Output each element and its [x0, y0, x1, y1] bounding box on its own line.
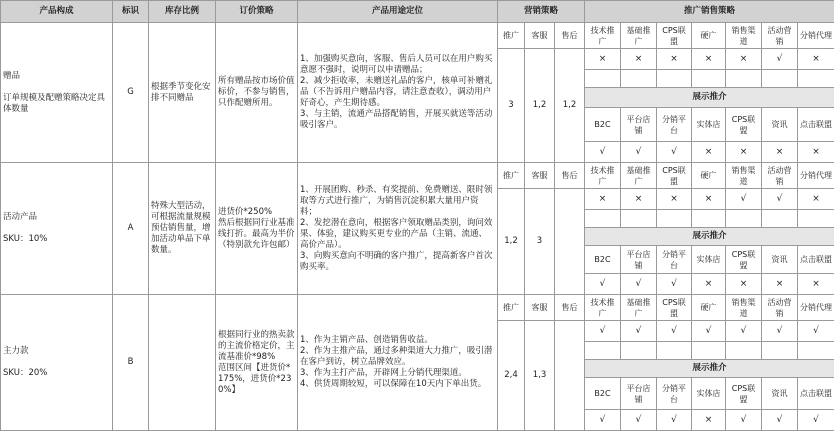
promo-channel-label: 销售渠道 [726, 23, 762, 49]
empty-cell [762, 342, 798, 360]
display-mark: × [762, 274, 798, 295]
display-channel-label: 点击联盟 [798, 246, 834, 274]
marketing-label: 推广 [498, 295, 525, 321]
empty-cell [657, 342, 692, 360]
marketing-label: 售后 [555, 23, 585, 49]
display-mark: √ [762, 410, 798, 431]
display-mark: √ [657, 142, 692, 163]
display-channel-label: CPS联盟 [726, 108, 762, 142]
empty-cell [692, 342, 726, 360]
empty-cell [798, 342, 834, 360]
marketing-value: 2,4 [498, 321, 525, 431]
display-mark: × [726, 142, 762, 163]
usage-cell: 1、作为主销产品、创造销售收益。 2、作为主推产品，通过多种渠道大力推广，吸引潜在客户到访，树立品牌效应。 3、作为主打产品，开辟网上分销代理渠道。 4、供货周期较短，可以保障在10天内下单出货。 [298, 295, 498, 431]
display-channel-label: B2C [585, 246, 621, 274]
promo-channel-label: CPS联盟 [657, 163, 692, 189]
display-mark: √ [621, 410, 657, 431]
empty-cell [762, 210, 798, 228]
header-usage: 产品用途定位 [298, 1, 498, 23]
promo-channel-label: 基础推广 [621, 295, 657, 321]
display-mark: √ [585, 274, 621, 295]
promo-channel-label: 基础推广 [621, 23, 657, 49]
empty-cell [798, 70, 834, 88]
display-channel-label: 平台店铺 [621, 108, 657, 142]
promo-mark: × [798, 189, 834, 210]
promo-mark: √ [726, 321, 762, 342]
promo-channel-label: 活动营销 [762, 23, 798, 49]
display-channel-label: 实体店 [692, 378, 726, 410]
marketing-value [555, 321, 585, 431]
promo-channel-label: 技术推广 [585, 295, 621, 321]
display-mark: √ [657, 274, 692, 295]
display-title: 展示推介 [585, 228, 834, 246]
promo-mark: × [621, 189, 657, 210]
promo-channel-label: 分销代理 [798, 163, 834, 189]
product-cell: 活动产品 SKU：10% [1, 163, 113, 295]
product-row [1, 163, 834, 189]
mark-cell: B [113, 295, 149, 431]
display-mark: √ [585, 410, 621, 431]
display-channel-label: CPS联盟 [726, 246, 762, 274]
display-mark: × [798, 142, 834, 163]
promo-channel-label: CPS联盟 [657, 295, 692, 321]
promo-channel-label: 硬广 [692, 23, 726, 49]
display-channel-label: 实体店 [692, 246, 726, 274]
display-channel-label: 分销平台 [657, 246, 692, 274]
usage-cell: 1、开展团购、秒杀、有奖提前、免费赠送、限时领取等方式进行推广，为销售沉淀积累大量用户资料； 2、发挖潜在意向，根据客户领取赠品类别，询问效果、体验，建议购买更专业的产品（主销、流通、高价产品）。 3、向购买意向不明确的客户推广，提高新客户首次购买率。 [298, 163, 498, 295]
product-cell: 赠品 订单规模及配赠策略决定具体数量 [1, 23, 113, 163]
promo-mark: √ [798, 321, 834, 342]
marketing-label: 推广 [498, 163, 525, 189]
empty-cell [726, 210, 762, 228]
marketing-label: 售后 [555, 295, 585, 321]
header-stock: 库存比例 [149, 1, 216, 23]
header-marketing: 营销策略 [498, 1, 585, 23]
marketing-label: 推广 [498, 23, 525, 49]
marketing-value: 1,3 [525, 321, 555, 431]
promo-channel-label: 技术推广 [585, 163, 621, 189]
stock-cell: 根据季节变化安排不同赠品 [149, 23, 216, 163]
empty-cell [621, 210, 657, 228]
promo-mark: √ [762, 189, 798, 210]
display-mark: √ [585, 142, 621, 163]
display-channel-label: 平台店铺 [621, 246, 657, 274]
display-mark: × [762, 142, 798, 163]
display-mark: × [798, 274, 834, 295]
display-channel-label: 点击联盟 [798, 108, 834, 142]
display-mark: √ [798, 410, 834, 431]
display-mark: × [692, 142, 726, 163]
empty-cell [798, 210, 834, 228]
product-row [1, 23, 834, 49]
promo-mark: × [692, 49, 726, 70]
display-mark: √ [657, 410, 692, 431]
empty-cell [585, 210, 621, 228]
promo-mark: × [798, 49, 834, 70]
display-channel-label: 资讯 [762, 246, 798, 274]
display-channel-label: B2C [585, 378, 621, 410]
empty-cell [692, 210, 726, 228]
display-channel-label: 分销平台 [657, 108, 692, 142]
display-channel-label: 点击联盟 [798, 378, 834, 410]
empty-cell [762, 70, 798, 88]
header-mark: 标识 [113, 1, 149, 23]
product-row [1, 295, 834, 321]
empty-cell [657, 70, 692, 88]
usage-cell: 1、加强购买意向，客服、售后人员可以在用户购买意愿不强时，说明可以申请赠品； 2、减少拒收率，未赠送礼品的客户，核单可补赠礼品（不告诉用户赠品内容，请注意查收），调动用户好奇心，产生期待感。 3、与主销，流通产品搭配销售，开展买就送等活动吸引客户。 [298, 23, 498, 163]
promo-channel-label: 销售渠道 [726, 163, 762, 189]
marketing-value: 3 [525, 189, 555, 295]
promo-channel-label: CPS联盟 [657, 23, 692, 49]
display-mark: √ [621, 274, 657, 295]
promo-mark: × [657, 189, 692, 210]
promo-mark: √ [762, 49, 798, 70]
product-cell: 主力款 SKU：20% [1, 295, 113, 431]
promo-mark: × [585, 49, 621, 70]
promo-mark: √ [621, 321, 657, 342]
empty-cell [657, 210, 692, 228]
promo-channel-label: 硬广 [692, 163, 726, 189]
header-product: 产品构成 [1, 1, 113, 23]
display-channel-label: 实体店 [692, 108, 726, 142]
empty-cell [621, 70, 657, 88]
promo-channel-label: 活动营销 [762, 295, 798, 321]
empty-cell [621, 342, 657, 360]
stock-cell [149, 295, 216, 431]
header-promotion: 推广销售策略 [585, 1, 834, 23]
empty-cell [726, 342, 762, 360]
display-mark: × [692, 410, 726, 431]
display-channel-label: B2C [585, 108, 621, 142]
marketing-value: 1,2 [498, 189, 525, 295]
promo-mark: × [726, 49, 762, 70]
promo-channel-label: 分销代理 [798, 295, 834, 321]
display-mark: × [692, 274, 726, 295]
empty-cell [585, 70, 621, 88]
promo-channel-label: 活动营销 [762, 163, 798, 189]
display-channel-label: 资讯 [762, 108, 798, 142]
display-mark: √ [726, 410, 762, 431]
display-title: 展示推介 [585, 88, 834, 108]
promo-channel-label: 销售渠道 [726, 295, 762, 321]
promo-mark: √ [657, 321, 692, 342]
marketing-value: 1,2 [525, 49, 555, 163]
promo-mark: √ [762, 321, 798, 342]
promo-mark: × [657, 49, 692, 70]
promo-mark: × [692, 189, 726, 210]
pricing-cell: 所有赠品按市场价值标价，不参与销售，只作配赠所用。 [216, 23, 298, 163]
header-pricing: 订价策略 [216, 1, 298, 23]
marketing-value: 1,2 [555, 49, 585, 163]
promo-mark: × [621, 49, 657, 70]
display-channel-label: 资讯 [762, 378, 798, 410]
display-channel-label: CPS联盟 [726, 378, 762, 410]
display-mark: √ [621, 142, 657, 163]
promo-channel-label: 硬广 [692, 295, 726, 321]
promo-channel-label: 分销代理 [798, 23, 834, 49]
promo-mark: √ [726, 189, 762, 210]
empty-cell [726, 70, 762, 88]
display-title: 展示推介 [585, 360, 834, 378]
display-channel-label: 平台店铺 [621, 378, 657, 410]
display-channel-label: 分销平台 [657, 378, 692, 410]
promo-channel-label: 技术推广 [585, 23, 621, 49]
pricing-cell: 进货价*250% 然后根据同行业基准线打折。最高为半价（特别款允许包邮） [216, 163, 298, 295]
marketing-label: 客服 [525, 295, 555, 321]
promo-channel-label: 基础推广 [621, 163, 657, 189]
promo-mark: × [585, 189, 621, 210]
marketing-label: 客服 [525, 23, 555, 49]
display-mark: × [726, 274, 762, 295]
marketing-value [555, 189, 585, 295]
header-row [1, 1, 834, 23]
marketing-value: 3 [498, 49, 525, 163]
marketing-label: 售后 [555, 163, 585, 189]
marketing-label: 客服 [525, 163, 555, 189]
mark-cell: G [113, 23, 149, 163]
promo-mark: √ [692, 321, 726, 342]
pricing-cell: 根据同行业的热卖款的主流价格定价，主流基准价*98% 范围区间【进货价*175%，进货价*230%】 [216, 295, 298, 431]
stock-cell: 特殊大型活动，可根据流量规模预估销售量，增加活动单品下单数量。 [149, 163, 216, 295]
empty-cell [692, 70, 726, 88]
promo-mark: √ [585, 321, 621, 342]
mark-cell: A [113, 163, 149, 295]
empty-cell [585, 342, 621, 360]
